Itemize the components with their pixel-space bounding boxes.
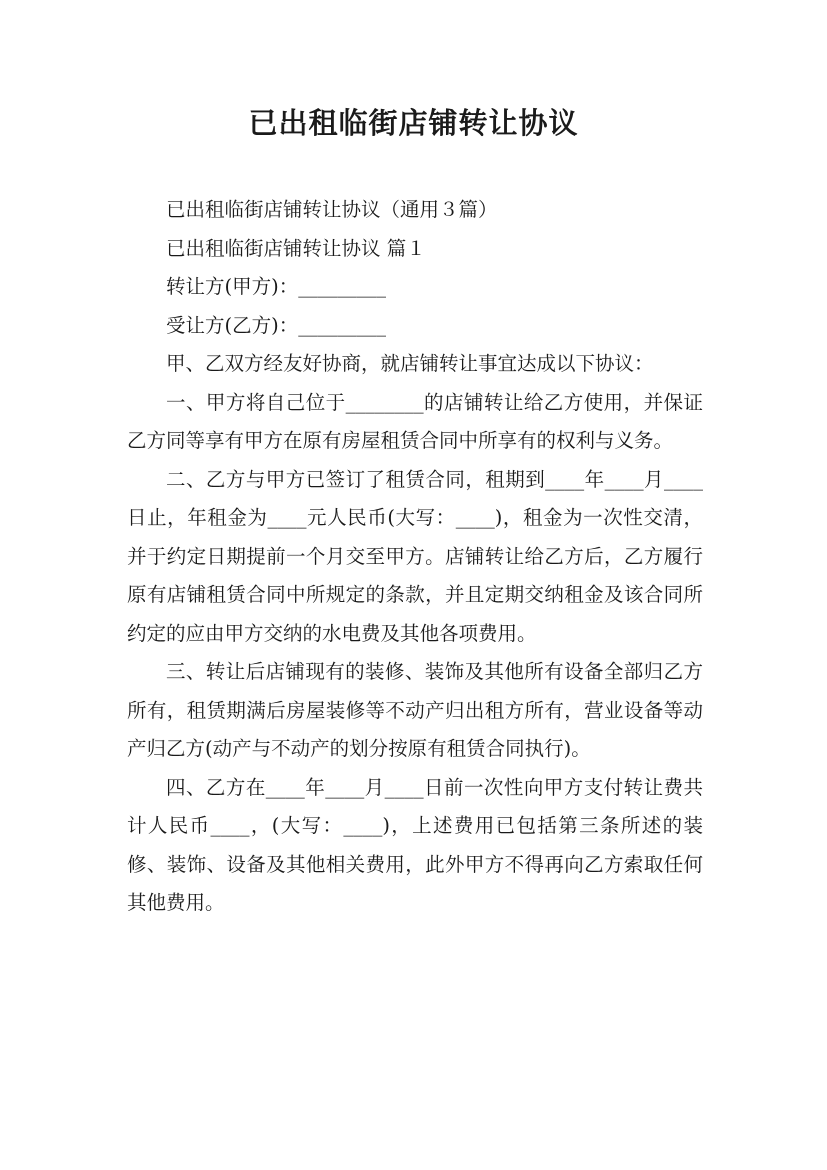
document-body [127,191,703,923]
paragraph-clause-2: 二、乙方与甲方已签订了租赁合同，租期到____年____月____日止，年租金为____元人民币(大写：____)，租金为一次性交清，并于约定日期提前一个月交至甲方。店铺转让给乙方后，乙方履行原有店铺租赁合同中所规定的条款，并且定期交纳租金及该合同所约定的应由甲方交纳的水电费及其他各项费用。 [127,467,703,645]
paragraph-transferor: 转让方(甲方)：_________ [166,275,386,298]
paragraph-subtitle: 已出租临街店铺转让协议（通用３篇） [166,198,498,221]
document-title: 已出租临街店铺转让协议 [248,106,579,140]
paragraph-clause-4: 四、乙方在____年____月____日前一次性向甲方支付转让费共计人民币____，(大写：____)，上述费用已包括第三条所述的装修、装饰、设备及其他相关费用，此外甲方不得再向乙方索取任何其他费用。 [127,775,703,914]
paragraph-preamble: 甲、乙双方经友好协商，就店铺转让事宜达成以下协议： [166,352,654,375]
paragraph-transferee: 受让方(乙方)：_________ [166,313,386,337]
paragraph-clause-1: 一、甲方将自己位于________的店铺转让给乙方使用，并保证乙方同等享有甲方在原有房屋租赁合同中所享有的权利与义务。 [127,390,703,452]
paragraph-section-heading: 已出租临街店铺转让协议 篇１ [166,236,426,260]
paragraph-clause-3: 三、转让后店铺现有的装修、装饰及其他所有设备全部归乙方所有，租赁期满后房屋装修等不动产归出租方所有，营业设备等动产归乙方(动产与不动产的划分按原有租赁合同执行)。 [127,660,703,760]
